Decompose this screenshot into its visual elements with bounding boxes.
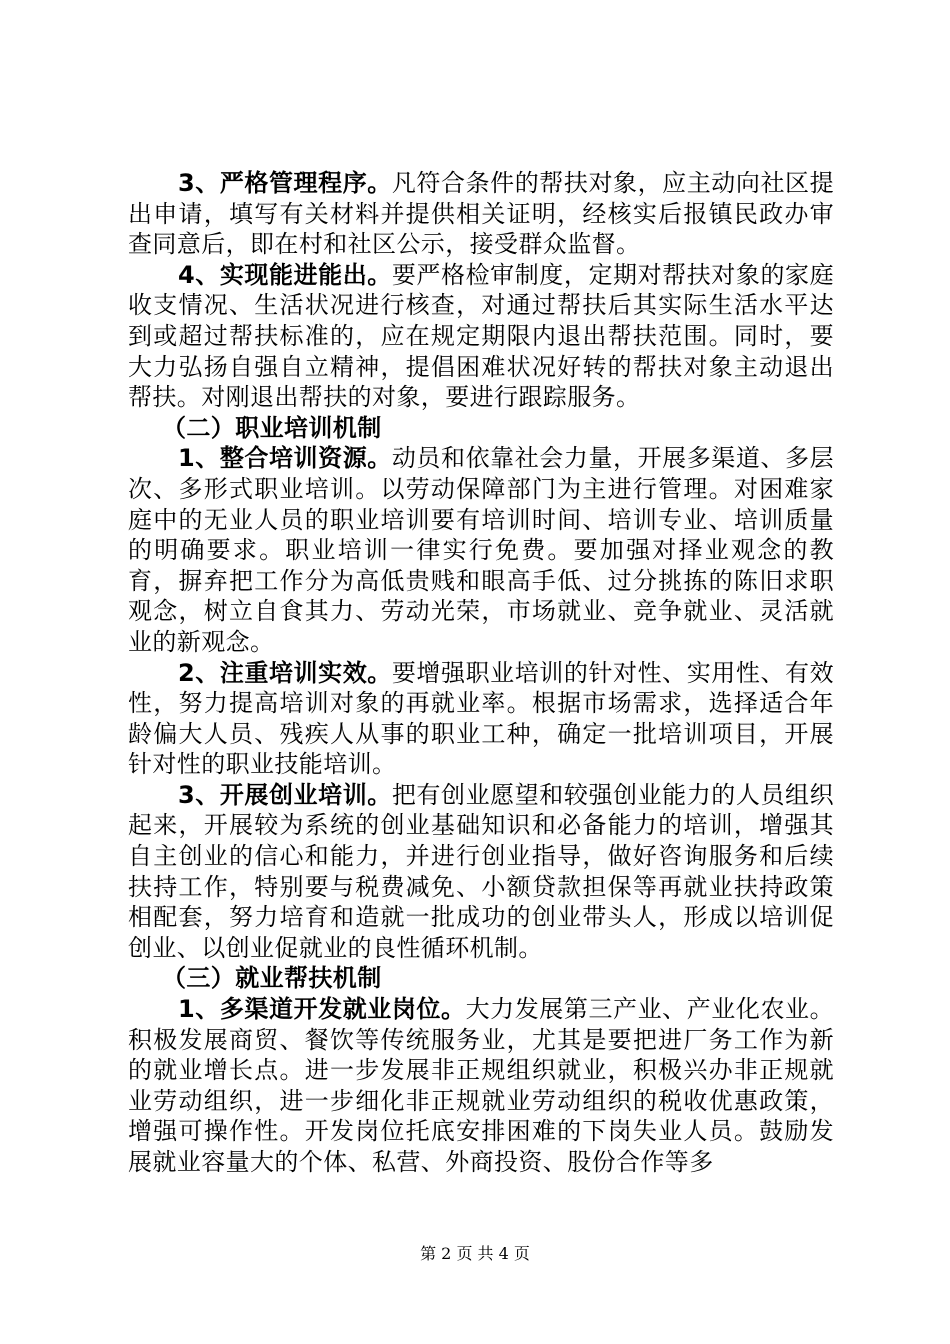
section-heading-vocational-training: （二）职业培训机制 <box>162 413 382 442</box>
item-body: 动员和依靠社会力量，开展多渠道、多层次、多形式职业培训。以劳动保障部门为主进行管理。对困难家庭中的无业人员的职业培训要有培训时间、培训专业、培训质量的明确要求。职业培训一律实行免费。要加强对择业观念的教育，摒弃把工作分为高低贵贱和眼高手低、过分挑拣的陈旧求职观念，树立自食其力、劳动光荣，市场就业、竞争就业、灵活就业的新观念。 <box>128 444 834 656</box>
item-body: 要增强职业培训的针对性、实用性、有效性，努力提高培训对象的再就业率。根据市场需求，选择适合年龄偏大人员、残疾人从事的职业工种，确定一批培训项目，开展针对性的职业技能培训。 <box>128 658 834 779</box>
paragraph-item-develop-jobs <box>128 994 834 1178</box>
paragraph-item-integrate-resources <box>128 443 834 657</box>
item-lead: 3、严格管理程序。 <box>178 169 392 197</box>
item-body: 把有创业愿望和较强创业能力的人员组织起来，开展较为系统的创业基础知识和必备能力的培训，增强其自主创业的信心和能力，并进行创业指导，做好咨询服务和后续扶持工作，特别要与税费减免、小额贷款担保等再就业扶持政策相配套，努力培育和造就一批成功的创业带头人，形成以培训促创业、以创业促就业的良性循环机制。 <box>128 780 834 962</box>
paragraph-item-strict-procedure <box>128 168 834 260</box>
paragraph-item-in-and-out <box>128 260 834 413</box>
item-body: 凡符合条件的帮扶对象，应主动向社区提出申请，填写有关材料并提供相关证明，经核实后报镇民政办审查同意后，即在村和社区公示，接受群众监督。 <box>128 169 834 259</box>
paragraph-item-training-results <box>128 658 834 780</box>
document-body <box>128 168 834 1178</box>
paragraph-item-entrepreneurship-training <box>128 780 834 964</box>
item-lead: 3、开展创业培训。 <box>178 780 392 809</box>
item-lead: 1、整合培训资源。 <box>178 444 392 473</box>
item-lead: 2、注重培训实效。 <box>178 658 392 687</box>
item-body: 大力发展第三产业、产业化农业。积极发展商贸、餐饮等传统服务业，尤其是要把进厂务工作为新的就业增长点。进一步发展非正规组织就业，积极兴办非正规就业劳动组织，进一步细化非正规就业劳动组织的税收优惠政策，增强可操作性。开发岗位托底安排困难的下岗失业人员。鼓励发展就业容量大的个体、私营、外商投资、股份合作等多 <box>128 995 835 1176</box>
item-lead: 1、多渠道开发就业岗位。 <box>178 995 466 1024</box>
item-lead: 4、实现能进能出。 <box>178 260 392 289</box>
section-heading-employment-assistance: （三）就业帮扶机制 <box>162 964 382 993</box>
page-number-footer: 第 2 页 共 4 页 <box>420 1244 530 1263</box>
item-body: 要严格检审制度，定期对帮扶对象的家庭收支情况、生活状况进行核查，对通过帮扶后其实际生活水平达到或超过帮扶标准的，应在规定期限内退出帮扶范围。同时，要大力弘扬自强自立精神，提倡困难状况好转的帮扶对象主动退出帮扶。对刚退出帮扶的对象，要进行跟踪服务。 <box>128 260 834 412</box>
